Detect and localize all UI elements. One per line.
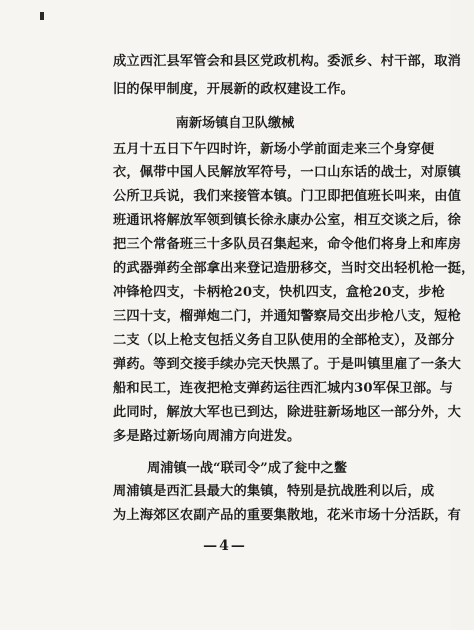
section-heading: 周浦镇一战“联司令”成了瓮中之鳖 <box>147 461 347 476</box>
text-line: 公所卫兵说，我们来接管本镇。门卫即把值班长叫来，由值 <box>113 189 462 204</box>
text-line: 成立西汇县军管会和县区党政机构。委派乡、村干部，取消 <box>113 54 462 69</box>
page-number: —4— <box>203 538 247 554</box>
text-line: 把三个常备班三十多队员召集起来，命令他们将身上和库房 <box>113 237 462 252</box>
text-line: 五月十五日下午四时许，新场小学前面走来三个身穿便 <box>113 142 435 157</box>
text-line: 的武器弹药全部拿出来登记造册移交，当时交出轻机枪一挺， <box>113 261 474 276</box>
text-line: 多是路过新场向周浦方向进发。 <box>113 429 301 444</box>
scan-mark <box>40 12 44 20</box>
text-line: 船和民工，连夜把枪支弹药运往西汇城内30军保卫部。与 <box>113 381 454 396</box>
text-line: 冲锋枪四支，卡柄枪20支，快机四支，盒枪20支，步枪 <box>113 285 446 300</box>
text-line: 衣，佩带中国人民解放军符号，一口山东话的战士，对原镇 <box>113 165 462 180</box>
text-line: 周浦镇是西汇县最大的集镇，特别是抗战胜利以后，成 <box>113 484 435 499</box>
text-line: 此同时，解放大军也已到达，除进驻新场地区一部分外，大 <box>113 405 462 420</box>
text-line: 弹药。等到交接手续办完天快黑了。于是叫镇里雇了一条大 <box>113 357 462 372</box>
text-line: 班通讯将解放军领到镇长徐永康办公室，相互交谈之后，徐 <box>113 213 462 228</box>
text-line: 旧的保甲制度，开展新的政权建设工作。 <box>113 82 354 97</box>
text-line: 三四十支，榴弹炮二门，并通知警察局交出步枪八支，短枪 <box>113 309 462 324</box>
section-heading: 南新场镇自卫队缴械 <box>175 116 295 131</box>
text-line: 为上海郊区农副产品的重要集散地，花米市场十分活跃，有 <box>113 508 462 523</box>
text-line: 二支（以上枪支包括义务自卫队使用的全部枪支），及部分 <box>113 333 455 348</box>
